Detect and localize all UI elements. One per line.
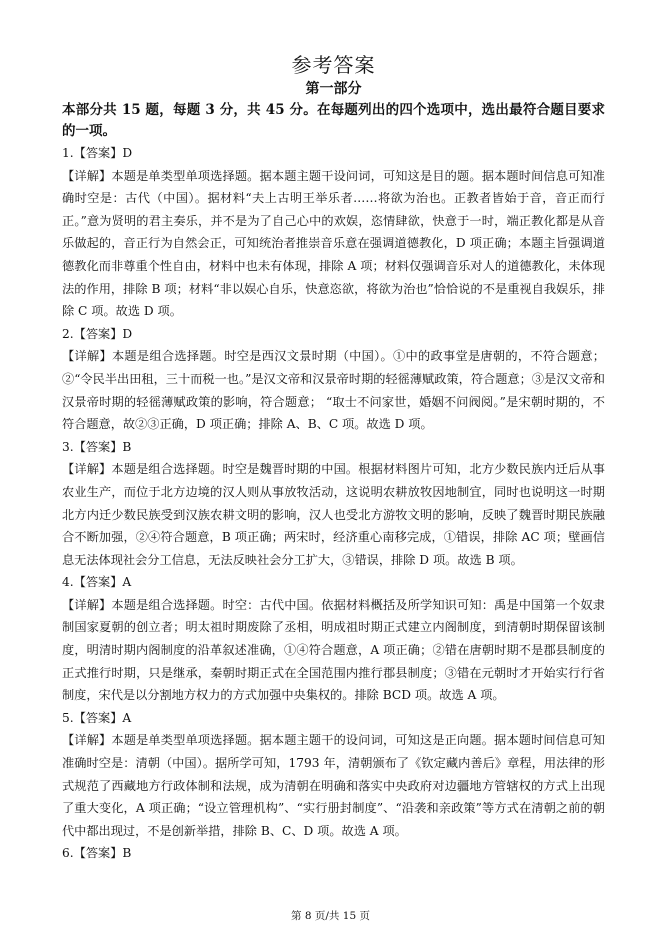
section-instructions: 本部分共 15 题，每题 3 分，共 45 分。在每题列出的四个选项中，选出最符合题目要求的一项。 xyxy=(62,102,605,139)
answer-line: 4.【答案】A xyxy=(62,575,132,590)
answer-line: 5.【答案】A xyxy=(62,710,132,725)
answer-line: 6.【答案】B xyxy=(62,846,132,861)
answer-line: 1.【答案】D xyxy=(62,146,133,160)
explanation-text: 【详解】本题是组合选择题。时空是西汉文景时期（中国）。①中的政事堂是唐朝的，不符合题意；②“令民半出田租，三十而税一也。”是汉文帝和汉景帝时期的轻徭薄赋政策，符合题意；③是汉文帝和汉景帝时期的轻徭薄赋政策的影响，符合题意； “取士不问家世，婚姻不问阀阅。”是宋朝时期的，不符合题意，故②③正确，D 项正确；排除 A、B、C 项。故选 D 项。 xyxy=(62,349,605,432)
page-footer: 第 8 页/共 15 页 xyxy=(291,910,370,922)
answer-item xyxy=(62,842,605,865)
answer-item xyxy=(62,571,605,707)
answer-item xyxy=(62,707,605,843)
section-heading: 第一部分 xyxy=(305,81,362,97)
explanation-text: 【详解】本题是单类型单项选择题。据本题主题干设问词，可知这是目的题。据本题时间信息可知准确时空是：古代（中国）。据材料“夫上古明王举乐者……将欲为治也。正教者皆始于音，音正而行正。”意为贤明的君主奏乐，并不是为了自己心中的欢娱，恣情肆欲，快意于一时，端正教化都是从音乐做起的，音正行为自然会正，可知统治者推崇音乐意在强调道德教化，D 项正确；本题主旨强调道德教化而非尊重个性自由，材料中也未有体现，排除 A 项；材料仅强调音乐对人的道德教化，未体现法的作用，排除 B 项；材料“非以娱心自乐，快意恣欲，将欲为治也”恰恰说的不是重视自我娱乐，排除 C 项。故选 D 项。 xyxy=(62,168,605,319)
answer-item xyxy=(62,323,605,436)
explanation-text: 【详解】本题是组合选择题。时空是魏晋时期的中国。根据材料图片可知，北方少数民族内迁后从事农业生产，而位于北方边境的汉人则从事放牧活动，这说明农耕放牧因地制宜，同时也说明这一时期北方内迁少数民族受到汉族农耕文明的影响，汉人也受北方游牧文明的影响，反映了魏晋时期民族融合不断加强，②④符合题意，B 项正确；两宋时，经济重心南移完成，①错误，排除 AC 项；壁画信息无法体现社会分工信息，无法反映社会分工扩大，③错误，排除 D 项。故选 B 项。 xyxy=(62,462,605,567)
answer-line: 2.【答案】D xyxy=(62,326,133,341)
explanation-text: 【详解】本题是组合选择题。时空：古代中国。依据材料概括及所学知识可知：禹是中国第一个奴隶制国家夏朝的创立者；明太祖时期废除了丞相，明成祖时期正式建立内阁制度，到清朝时期保留该制度，明清时期内阁制度的沿革叙述准确，①④符合题意，A 项正确；②错在唐朝时期不是郡县制度的正式推行时期，只是继承，秦朝时期正式在全国范围内推行郡县制度；③错在元朝时才开始实行行省制度，宋代是以分割地方权力的方式加强中央集权的。排除 BCD 项。故选 A 项。 xyxy=(62,597,605,703)
answer-item xyxy=(62,142,605,323)
explanation-text: 【详解】本题是单类型单项选择题。据本题主题干的设问词，可知这是正向题。据本题时间信息可知准确时空是：清朝（中国）。据所学可知，1793 年，清朝颁布了《钦定藏内善后》章程，用法律的形式规范了西藏地方行政体制和法规，成为清朝在明确和落实中央政府对边疆地方管辖权的方式上出现了重大变化，A 项正确；“设立管理机构”、“实行册封制度”、“沿袭和亲政策”等方式在清朝之前的朝代中都出现过，不是创新举措，排除 B、C、D 项。故选 A 项。 xyxy=(62,733,605,838)
answer-key-title: 参考答案 xyxy=(291,53,376,77)
answer-line: 3.【答案】B xyxy=(62,439,132,454)
answer-item xyxy=(62,436,605,572)
page-content xyxy=(62,52,605,865)
